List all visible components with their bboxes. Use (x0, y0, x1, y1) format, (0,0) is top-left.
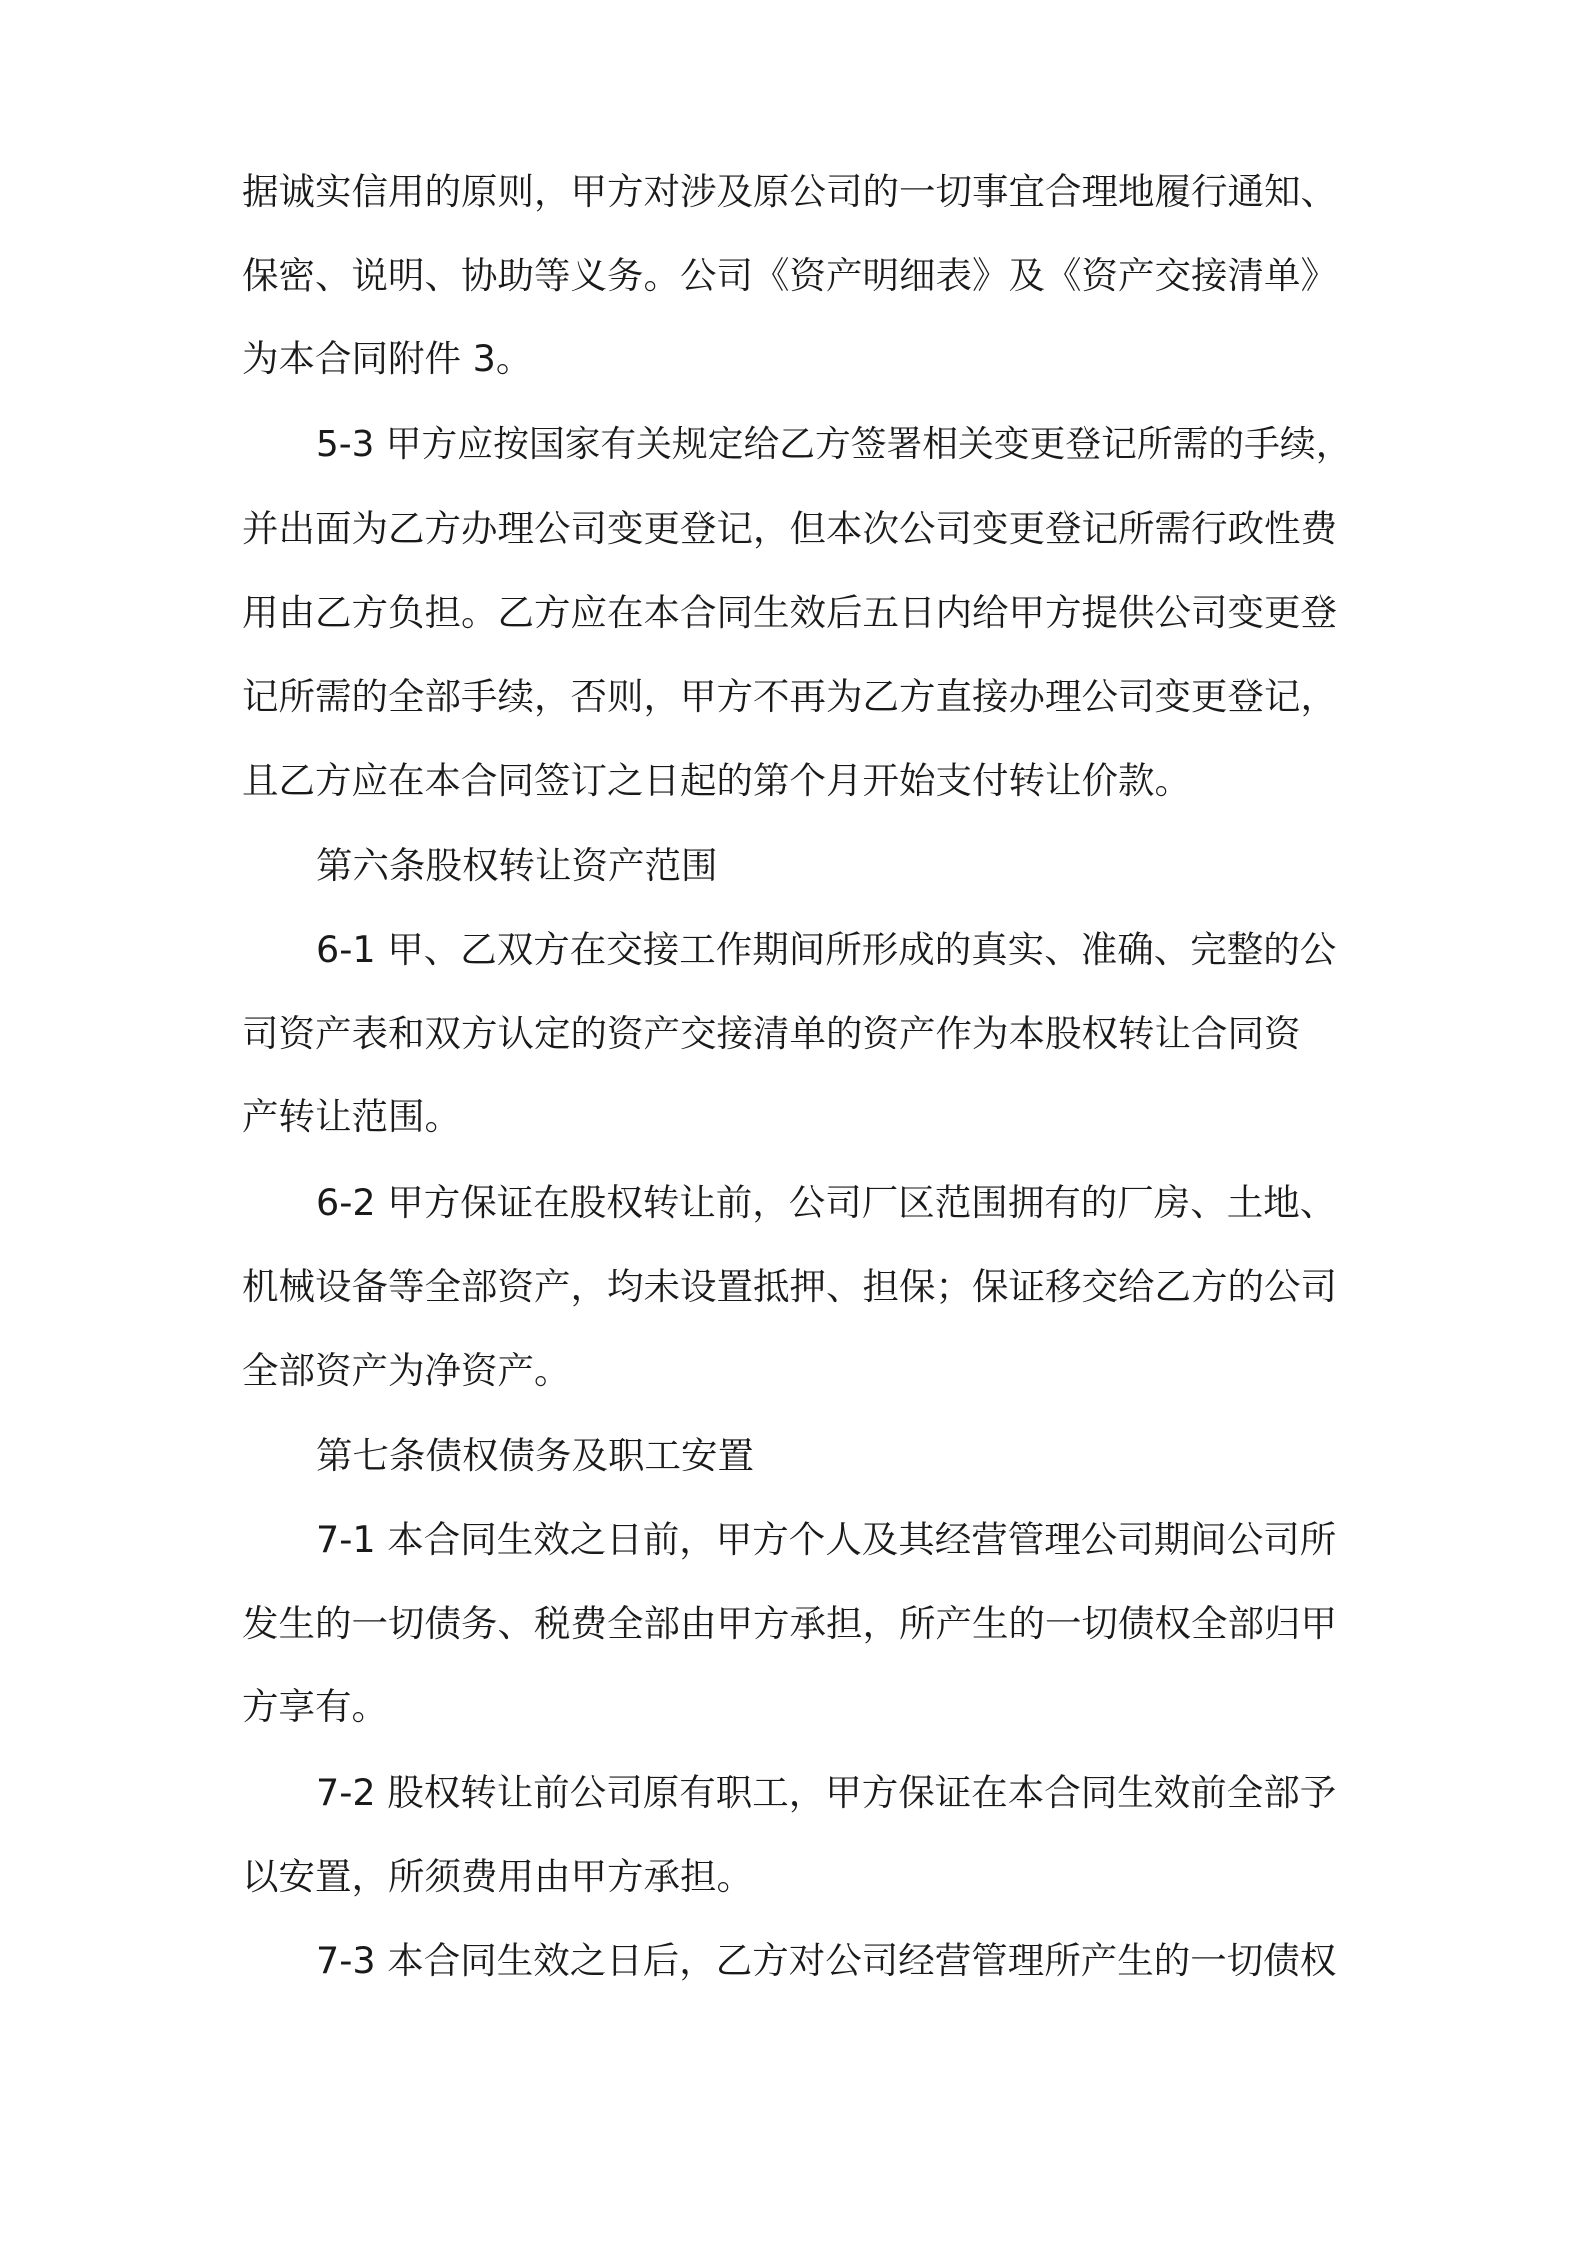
text-line: 5-3 甲方应按国家有关规定给乙方签署相关变更登记所需的手续， (316, 424, 1352, 465)
text-line: 以安置，所须费用由甲方承担。 (242, 1855, 753, 1898)
text-line: 产转让范围。 (242, 1095, 461, 1138)
text-line: 保密、说明、协助等义务。公司《资产明细表》及《资产交接清单》 (242, 254, 1337, 297)
text-line: 用由乙方负担。乙方应在本合同生效后五日内给甲方提供公司变更登 (242, 591, 1337, 634)
section-heading: 第七条债权债务及职工安置 (316, 1434, 754, 1477)
text-line: 方享有。 (242, 1685, 388, 1728)
text-line: 机械设备等全部资产，均未设置抵押、担保；保证移交给乙方的公司 (242, 1265, 1337, 1308)
section-heading: 第六条股权转让资产范围 (316, 844, 718, 887)
text-line: 且乙方应在本合同签订之日起的第个月开始支付转让价款。 (242, 759, 1191, 802)
text-line: 6-2 甲方保证在股权转让前，公司厂区范围拥有的厂房、土地、 (316, 1181, 1337, 1224)
text-line: 全部资产为净资产。 (242, 1349, 571, 1392)
text-line: 据诚实信用的原则，甲方对涉及原公司的一切事宜合理地履行通知、 (242, 170, 1337, 213)
text-line: 并出面为乙方办理公司变更登记，但本次公司变更登记所需行政性费 (242, 507, 1337, 550)
text-line: 发生的一切债务、税费全部由甲方承担，所产生的一切债权全部归甲 (242, 1602, 1337, 1645)
text-line: 司资产表和双方认定的资产交接清单的资产作为本股权转让合同资 (242, 1012, 1301, 1055)
text-line: 记所需的全部手续，否则，甲方不再为乙方直接办理公司变更登记， (242, 675, 1337, 718)
text-line: 7-1 本合同生效之日前，甲方个人及其经营管理公司期间公司所 (316, 1518, 1337, 1561)
text-line: 6-1 甲、乙双方在交接工作期间所形成的真实、准确、完整的公 (316, 928, 1337, 971)
text-line: 7-3 本合同生效之日后，乙方对公司经营管理所产生的一切债权 (316, 1939, 1337, 1982)
text-line: 为本合同附件 3。 (242, 337, 533, 380)
text-line: 7-2 股权转让前公司原有职工，甲方保证在本合同生效前全部予 (316, 1771, 1337, 1814)
